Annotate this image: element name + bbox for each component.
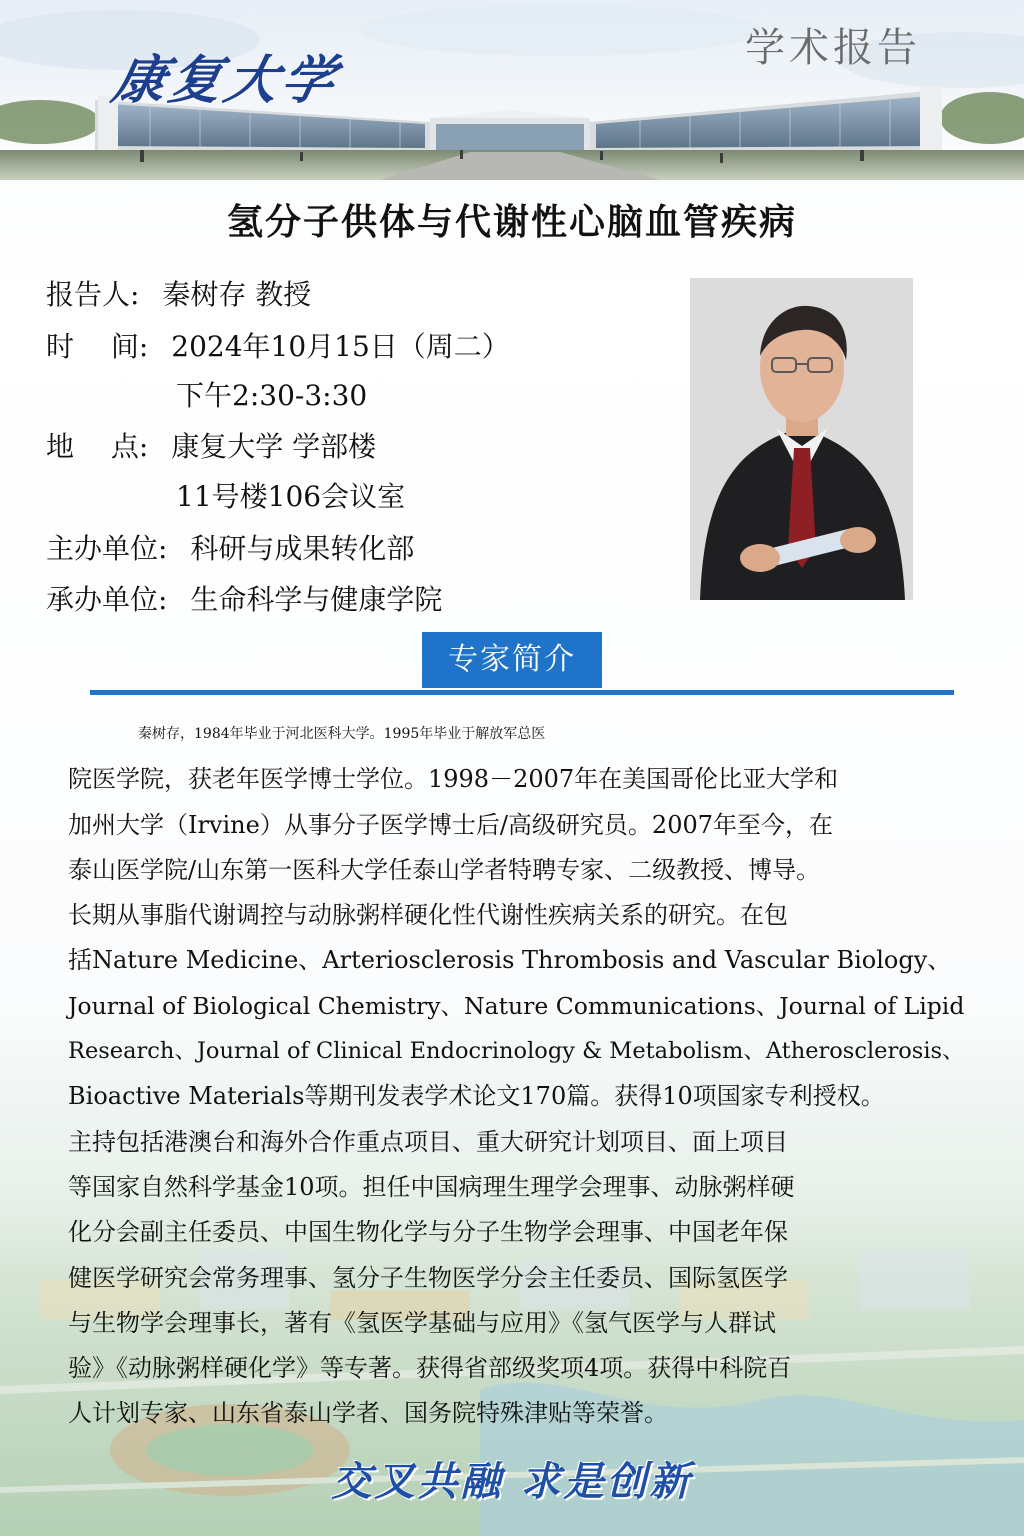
speaker-label: 报告人: [46,278,140,311]
bio-line: 秦树存，1984年毕业于河北医科大学。1995年毕业于解放军总医 [138,726,546,742]
host-label: 主办单位: [46,532,168,565]
bio-line: 化分会副主任委员、中国生物化学与分子生物学会理事、中国老年保 [68,1218,788,1247]
report-type-label: 学术报告 [745,25,921,71]
speaker-value: 秦树存 教授 [162,278,312,311]
host-value: 科研与成果转化部 [190,532,415,565]
header-banner [0,0,1024,180]
bio-line: 括Nature Medicine、Arteriosclerosis Thrombosis and Vascular Biology、 [68,946,952,975]
place-line2-value: 11号楼106会议室 [176,480,406,513]
time-row [46,330,510,363]
bio-line: Journal of Biological Chemistry、Nature Communications、Journal of Lipid [68,991,965,1020]
bio-line: 长期从事脂代谢调控与动脉粥样硬化性代谢性疾病关系的研究。在包 [68,901,788,930]
section-divider [90,690,954,695]
speaker-photo [690,278,913,600]
time-hours-value: 下午2:30-3:30 [176,379,368,412]
place-line1-value: 康复大学 学部楼 [171,430,377,463]
page-title: 氢分子供体与代谢性心脑血管疾病 [226,202,797,243]
slogan: 交叉共融 求是创新 [331,1459,693,1505]
expert-biography [68,712,968,1437]
bio-line: 泰山医学院/山东第一医科大学任泰山学者特聘专家、二级教授、博导。 [68,855,821,884]
time-label: 时 间: [46,330,149,363]
university-logo: 康复大学 [107,50,345,111]
speaker-row [46,278,312,311]
time-date-value: 2024年10月15日（周二） [171,330,510,363]
bio-line: 加州大学（Irvine）从事分子医学博士后/高级研究员。2007年至今，在 [68,810,834,839]
bio-line: 院医学院，获老年医学博士学位。1998－2007年在美国哥伦比亚大学和 [68,765,839,794]
bio-line: 主持包括港澳台和海外合作重点项目、重大研究计划项目、面上项目 [68,1127,788,1156]
bio-line: Bioactive Materials等期刊发表学术论文170篇。获得10项国家专利授权。 [68,1082,885,1111]
bio-line: 验》《动脉粥样硬化学》等专著。获得省部级奖项4项。获得中科院百 [68,1354,792,1383]
bio-line: 与生物学会理事长，著有《氢医学基础与应用》《氢气医学与人群试 [68,1308,776,1337]
expert-intro-heading: 专家简介 [422,632,602,688]
bio-line: Research、Journal of Clinical Endocrinology & Metabolism、Atherosclerosis、 [68,1038,965,1065]
place-label: 地 点: [46,430,149,463]
bio-line: 等国家自然科学基金10项。担任中国病理生理学会理事、动脉粥样硬 [68,1172,795,1201]
speaker-portrait-illustration [690,278,913,600]
place-row [46,430,377,463]
bio-line: 健医学研究会常务理事、氢分子生物医学分会主任委员、国际氢医学 [68,1263,788,1292]
organizer-row [46,583,443,616]
host-row [46,532,415,565]
organizer-value: 生命科学与健康学院 [190,583,443,616]
organizer-label: 承办单位: [46,583,168,616]
bio-line: 人计划专家、山东省泰山学者、国务院特殊津贴等荣誉。 [68,1399,668,1428]
